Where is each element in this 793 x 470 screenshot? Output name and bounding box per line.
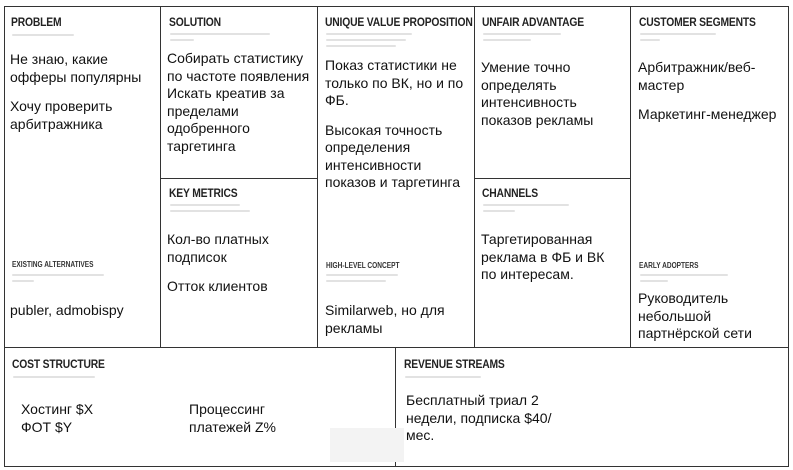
cost-structure-hint (13, 376, 95, 378)
solution-text (167, 50, 317, 155)
existing-alternatives-hint (12, 274, 104, 276)
problem-text (10, 51, 158, 133)
early-adopters-hint (640, 274, 728, 276)
uvp-hint (326, 33, 412, 35)
uvp-box (317, 6, 475, 348)
customer-segments-title: CUSTOMER SEGMENTS (639, 15, 756, 29)
early-adopters-hint-2 (640, 280, 668, 282)
existing-alternatives-hint-2 (12, 280, 34, 282)
uvp-title: UNIQUE VALUE PROPOSITION (325, 15, 473, 29)
channels-text: Таргетированная реклама в ФБ и ВК по интересам. (481, 231, 605, 282)
unfair-advantage-box (474, 6, 631, 179)
early-adopters-title: EARLY ADOPTERS (639, 261, 699, 270)
early-adopters-text: Руководитель небольшой партнёрской сети (638, 290, 752, 341)
key-metrics-line-2: Отток клиентов (167, 278, 268, 294)
channels-box (474, 178, 631, 348)
solution-line-1: Собирать статистику по частоте появления (167, 50, 310, 84)
problem-line-1: Не знаю, какие офферы популярны (10, 51, 142, 85)
customer-segments-line-2: Маркетинг-менеджер (638, 106, 777, 122)
channels-hint (483, 204, 569, 206)
unfair-advantage-hint-2 (483, 39, 531, 41)
high-level-concept-title: HIGH-LEVEL CONCEPT (326, 261, 400, 270)
revenue-streams-hint (405, 376, 481, 378)
customer-segments-text (638, 59, 786, 124)
problem-title: PROBLEM (11, 15, 62, 29)
uvp-hint-2 (326, 39, 406, 41)
cost-line-payroll: ФОТ $Y (21, 418, 73, 435)
customer-segments-line-1: Арбитражник/веб-мастер (638, 59, 756, 93)
cost-structure-col-2: Процессинг платежей Z% (189, 401, 276, 435)
solution-hint-2 (170, 39, 194, 41)
uvp-line-2: Высокая точность определения интенсивности показов и таргетинга (325, 121, 461, 190)
key-metrics-box (160, 178, 318, 348)
watermark-patch (330, 428, 404, 462)
uvp-line-1: Показ статистики не только по ВК, но и по ФБ. (325, 57, 464, 108)
channels-title: CHANNELS (482, 186, 538, 200)
problem-line-2: Хочу проверить арбитражника (10, 98, 113, 132)
key-metrics-hint (170, 204, 240, 206)
solution-hint (170, 33, 270, 35)
revenue-streams-box (395, 347, 789, 467)
high-level-concept-text: Similarweb, но для рекламы (325, 302, 445, 336)
customer-segments-box (630, 6, 789, 348)
solution-box (160, 6, 318, 179)
revenue-streams-text: Бесплатный триал 2 недели, подписка $40/мес. (406, 392, 552, 443)
solution-title: SOLUTION (169, 15, 221, 29)
key-metrics-line-1: Кол-во платных подписок (167, 231, 269, 265)
cost-structure-title: COST STRUCTURE (12, 357, 105, 371)
high-level-concept-hint-2 (326, 280, 386, 282)
key-metrics-hint-2 (170, 210, 250, 212)
cost-line-hosting: Хостинг $X (21, 401, 94, 417)
existing-alternatives-title: EXISTING ALTERNATIVES (12, 260, 94, 269)
revenue-streams-title: REVENUE STREAMS (404, 357, 505, 371)
cost-structure-col-1 (21, 401, 161, 436)
channels-hint-2 (483, 210, 515, 212)
solution-line-2: Искать креатив за пределами одобренного таргетинга (167, 85, 285, 154)
uvp-hint-3 (326, 45, 396, 47)
uvp-text (325, 57, 475, 192)
unfair-advantage-text: Умение точно определять интенсивность показов рекламы (481, 59, 594, 128)
existing-alternatives-text: publer, admobispy (10, 302, 124, 318)
high-level-concept-hint (326, 274, 398, 276)
problem-box (4, 6, 161, 348)
unfair-advantage-title: UNFAIR ADVANTAGE (482, 15, 584, 29)
key-metrics-text (167, 231, 317, 296)
unfair-advantage-hint (483, 33, 561, 35)
problem-hint (12, 34, 74, 36)
customer-segments-hint-2 (640, 39, 660, 41)
key-metrics-title: KEY METRICS (169, 186, 238, 200)
customer-segments-hint (640, 33, 716, 35)
